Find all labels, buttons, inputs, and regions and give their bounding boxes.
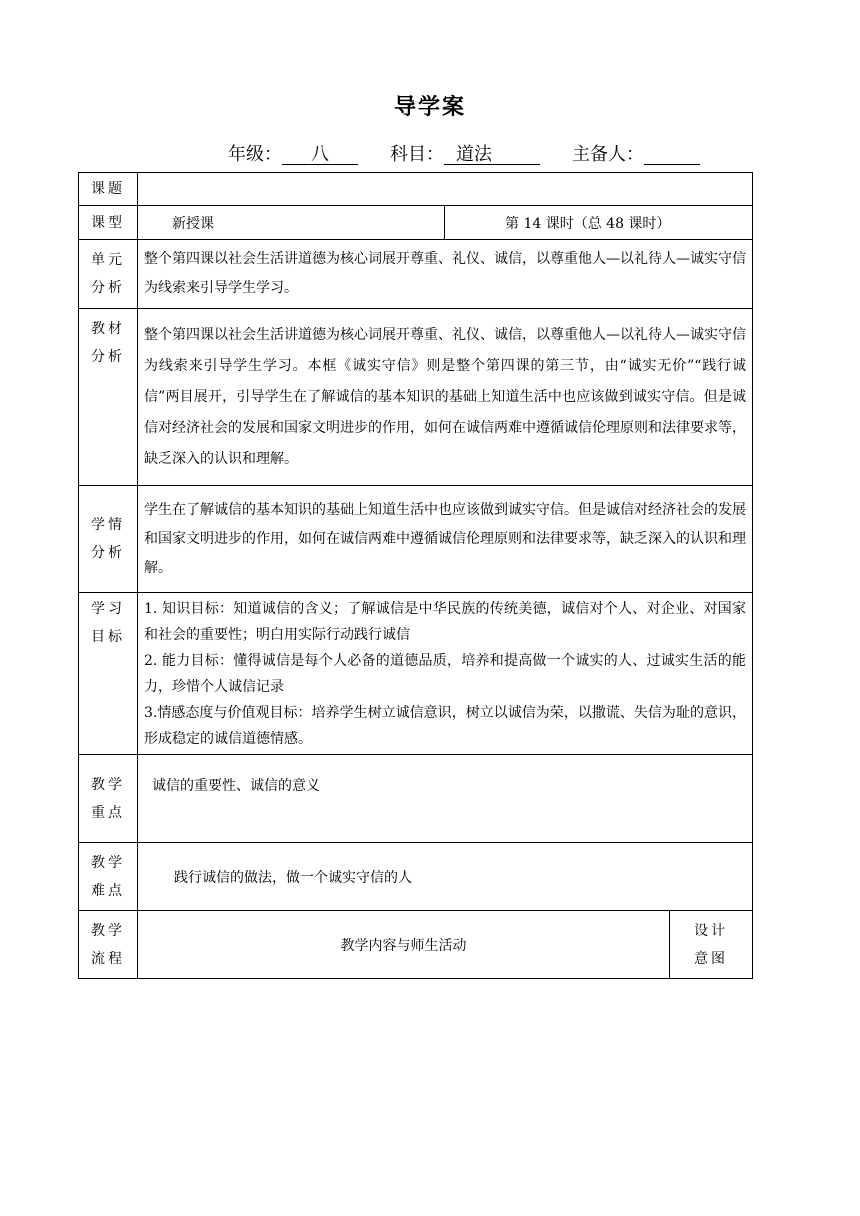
- goal-item: 1. 知识目标：知道诚信的含义；了解诚信是中华民族的传统美德，诚信对个人、对企业、对国家和社会的重要性；明白用实际行动践行诚信: [144, 600, 747, 643]
- grade-value: 八: [282, 146, 358, 165]
- difficulty-row: [79, 843, 753, 911]
- student-label-line1: 学情: [91, 517, 125, 533]
- type-label: 课型: [79, 206, 138, 240]
- design-label: [670, 911, 753, 979]
- design-label-line2: 意图: [694, 950, 728, 967]
- key-label: [79, 755, 138, 843]
- diff-label: [79, 843, 138, 911]
- material-label-line2: 分析: [91, 349, 125, 365]
- unit-label-line2: 分析: [91, 280, 125, 296]
- unit-row: [79, 240, 753, 309]
- goal-row: [79, 593, 753, 755]
- type-value: 新授课: [138, 206, 445, 240]
- unit-text: 整个第四课以社会生活讲道德为核心词展开尊重、礼仪、诚信，以尊重他人—以礼待人—诚实守信为线索来引导学生学习。: [138, 240, 753, 309]
- student-text: 学生在了解诚信的基本知识的基础上知道生活中也应该做到诚实守信。但是诚信对经济社会的发展和国家文明进步的作用，如何在诚信两难中遵循诚信伦理原则和法律要求等，缺乏深入的认识和理解。: [138, 486, 753, 593]
- grade-label: 年级：: [228, 144, 282, 165]
- material-row: [79, 309, 753, 486]
- material-text: 整个第四课以社会生活讲道德为核心词展开尊重、礼仪、诚信，以尊重他人—以礼待人—诚实守信为线索来引导学生学习。本框《诚实守信》则是整个第四课的第三节，由“诚实无价”“践行诚信”两目展开，引导学生在了解诚信的基本知识的基础上知道生活中也应该做到诚实守信。但是诚信对经济社会的发展和国家文明进步的作用，如何在诚信两难中遵循诚信伦理原则和法律要求等，缺乏深入的认识和理解。: [138, 309, 753, 486]
- type-row: [79, 206, 753, 240]
- key-label-line1: 教学: [91, 776, 125, 793]
- goal-item: 3.情感态度与价值观目标：培养学生树立诚信意识，树立以诚信为荣，以撒谎、失信为耻的意识，形成稳定的诚信道德情感。: [144, 704, 747, 747]
- flow-label-line2: 流程: [91, 950, 125, 967]
- design-label-line1: 设计: [694, 922, 728, 939]
- student-row: [79, 486, 753, 593]
- goal-label: [79, 593, 138, 755]
- header-meta: [228, 140, 700, 166]
- period-value: 第 14 课时（总 48 课时）: [445, 206, 753, 240]
- goal-text: [138, 593, 753, 755]
- subject-label: 科目：: [390, 144, 444, 165]
- unit-label-line1: 单元: [91, 252, 125, 268]
- key-label-line2: 重点: [91, 804, 125, 821]
- flow-text: 教学内容与师生活动: [138, 911, 670, 979]
- document-title: 导学案: [393, 94, 466, 120]
- preparer-value: [644, 146, 700, 165]
- goal-label-line2: 目标: [91, 629, 125, 645]
- diff-label-line2: 难点: [91, 882, 125, 899]
- lesson-plan-table: [78, 172, 753, 979]
- subject-value: 道法: [444, 146, 540, 165]
- flow-label: [79, 911, 138, 979]
- goal-item: 2. 能力目标：懂得诚信是每个人必备的道德品质，培养和提高做一个诚实的人、过诚实生活的能力，珍惜个人诚信记录: [144, 652, 747, 695]
- topic-label: 课题: [79, 173, 138, 206]
- student-label: [79, 486, 138, 593]
- preparer-label: 主备人：: [572, 144, 644, 165]
- topic-value: [138, 173, 753, 206]
- key-text: 诚信的重要性、诚信的意义: [138, 755, 753, 843]
- material-label: [79, 309, 138, 486]
- unit-label: [79, 240, 138, 309]
- flow-label-line1: 教学: [91, 922, 125, 939]
- flow-row: [79, 911, 753, 979]
- student-label-line2: 分析: [91, 545, 125, 561]
- diff-label-line1: 教学: [91, 854, 125, 871]
- goal-label-line1: 学习: [91, 601, 125, 617]
- key-point-row: [79, 755, 753, 843]
- diff-text: 践行诚信的做法，做一个诚实守信的人: [138, 843, 753, 911]
- topic-row: [79, 173, 753, 206]
- material-label-line1: 教材: [91, 321, 125, 337]
